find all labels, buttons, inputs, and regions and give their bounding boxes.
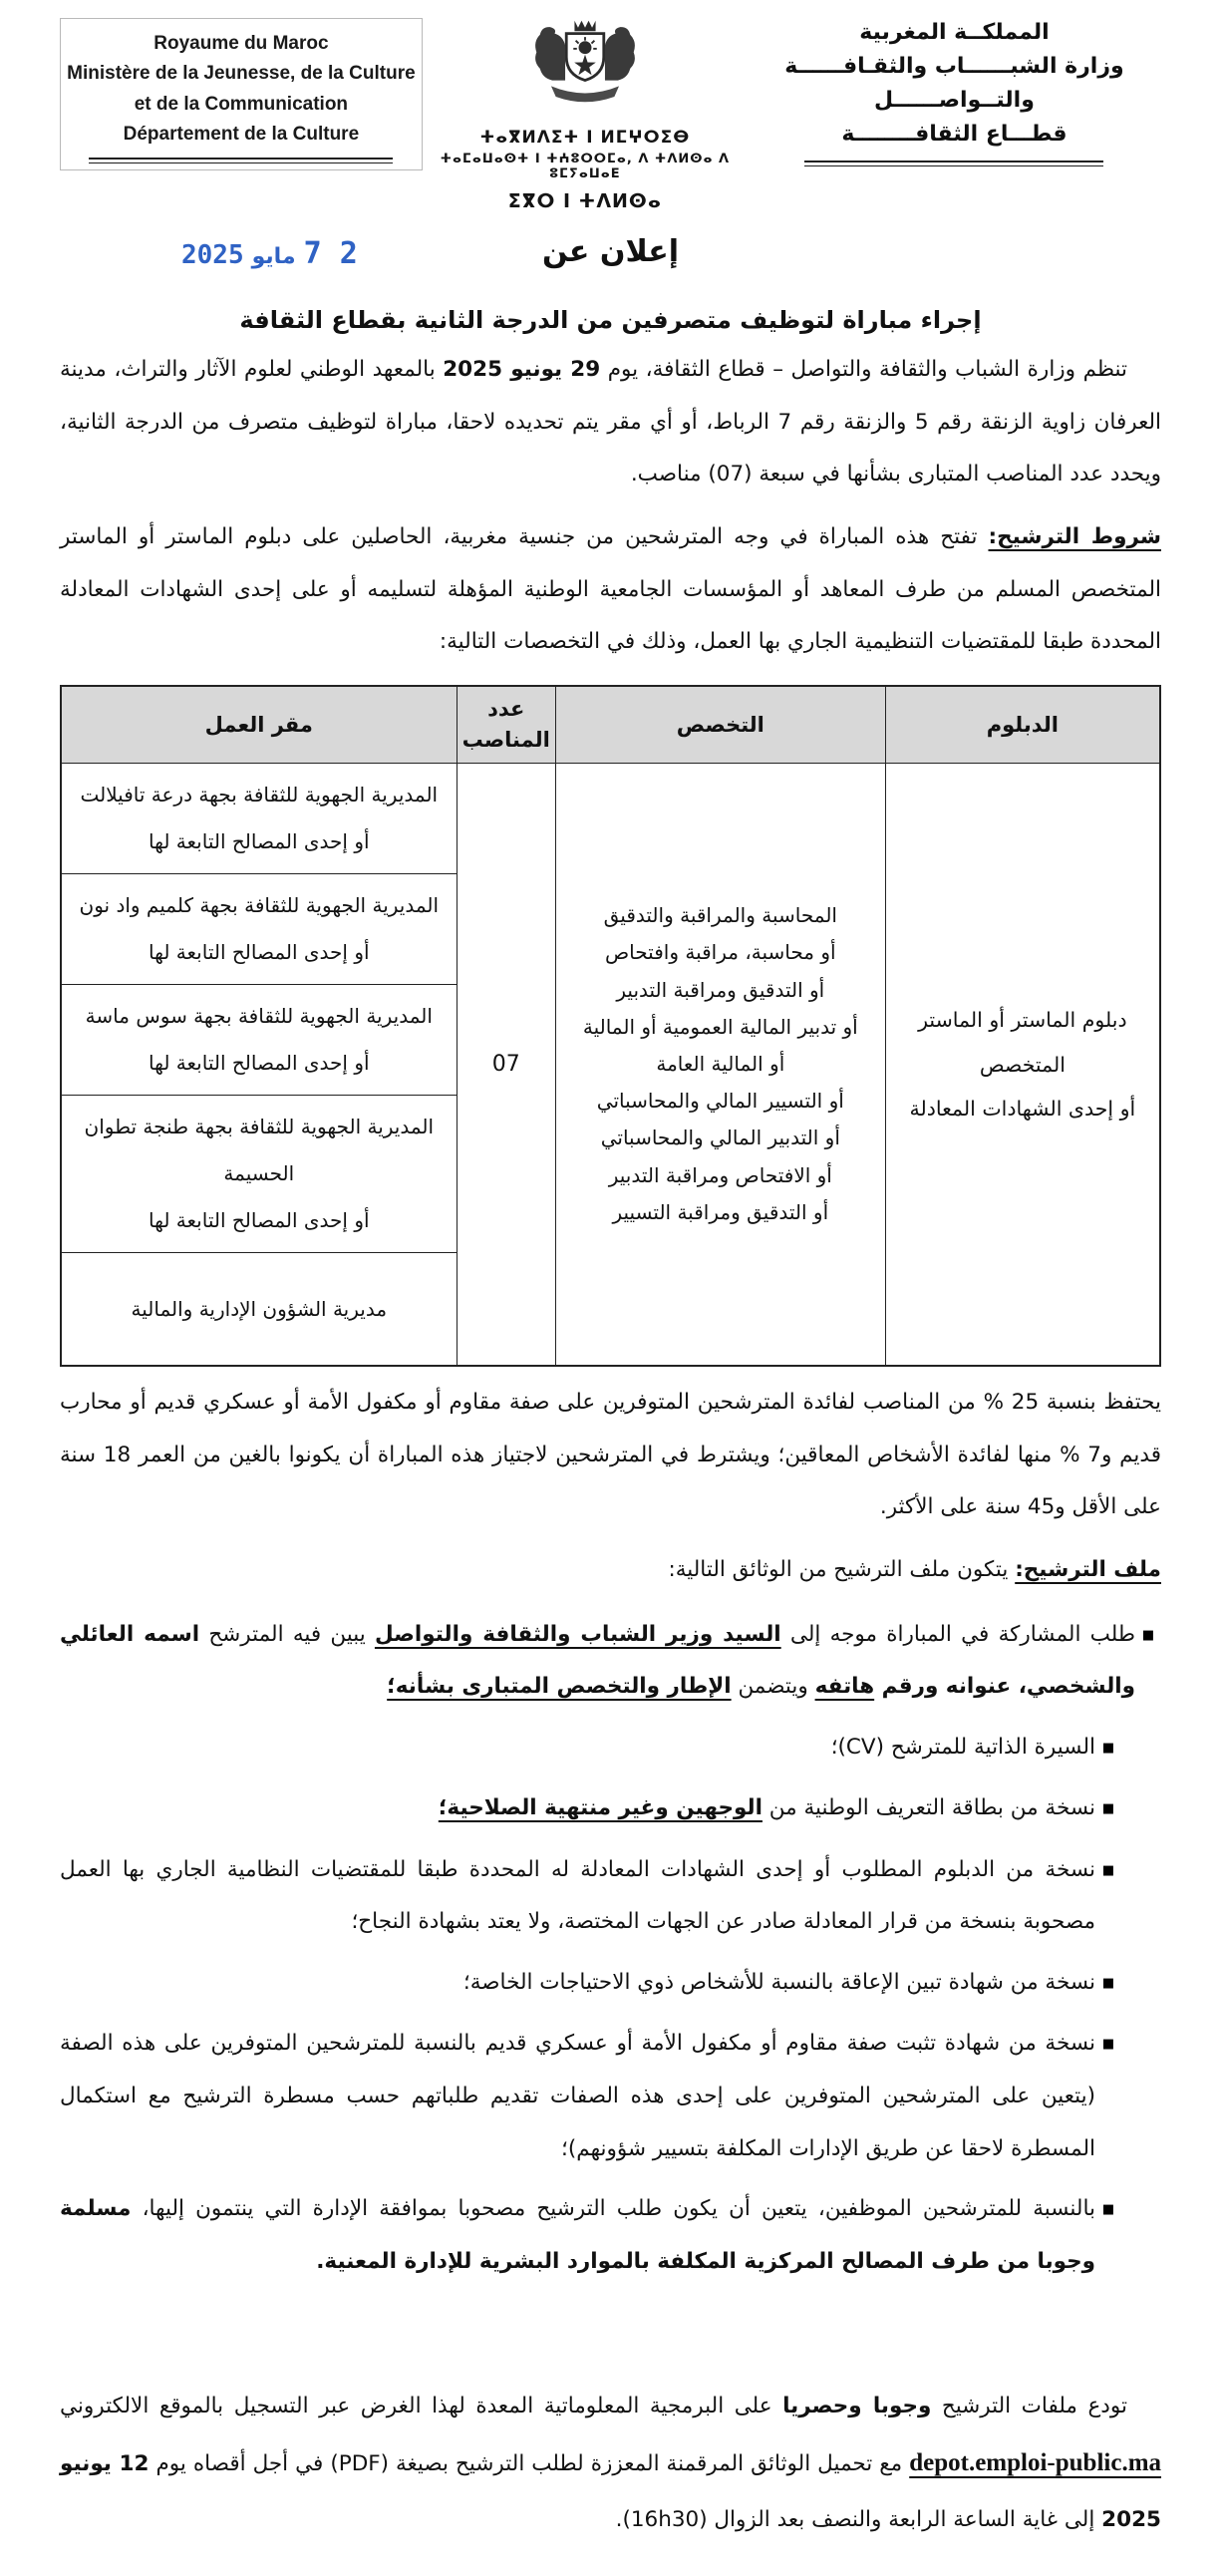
workplace-line: المديرية الجهوية للثقافة بجهة طنجة تطوان الحسيمة — [84, 1115, 435, 1186]
submission-paragraph: تودع ملفات الترشيح وجوبا وحصريا على البرمجية المعلوماتية المعدة لهذا الغرض عبر التسجيل بالموقع الالكتروني depot.emploi-public.ma مع تحميل الوثائق المرقمنة المعززة لطلب الترشيح بصيغة (PDF) في أجل أقصاه يوم 12 يونيو 2025 إلى غاية الساعة الرابعة والنصف بعد الزوال (16h30). — [60, 2393, 1162, 2532]
list-item — [60, 1722, 1161, 1774]
list-item-text: السيرة الذاتية للمترشح (CV)؛ — [830, 1735, 1095, 1761]
header-arabic-line: قطـــاع الثقافــــــــة — [841, 122, 1068, 148]
column-header-diploma: الدبلوم — [885, 686, 1160, 764]
workplace-line: أو إحدى المصالح التابعة لها — [149, 829, 370, 854]
list-item-text: نسخة من شهادة تثبت صفة مقاوم أو مكفول الأمة أو عسكري قديم بالنسبة للمترشحين المتوفرين على هذه الصفة (يتعين على المترشحين المتوفرين على إحدى هذه الصفات تقديم طلباتهم حسب مسطرة الترشيح مع استكمال المسطرة لاحقا عن طريق الإدارات المكلفة بتسيير شؤونهم)؛ — [60, 2031, 1095, 2161]
conditions-paragraph: شروط الترشيح: تفتح هذه المباراة في وجه المترشحين من جنسية مغربية، الحاصلين على دبلوم الماستر أو الماستر المتخصص المسلم من طرف المعاهد أو المؤسسات الجامعية الوطنية المؤهلة لتسليمه أو على إحدى الشهادات المعادلة المحددة طبقا للمقتضيات التنظيمية الجاري بها العمل، وذلك في التخصصات التالية: — [60, 524, 1161, 655]
page-title: إعلان عن — [541, 234, 680, 269]
specialization-line: أو التسيير المالي والمحاسباتي — [596, 1089, 844, 1114]
stamp-day: 2 7 — [303, 236, 358, 271]
bullet-icon: ■ — [1101, 2202, 1115, 2218]
specialization-line: أو التدقيق ومراقبة التسيير — [612, 1199, 829, 1224]
header-french-line: Royaume du Maroc — [153, 33, 329, 54]
column-header-positions-count: عدد المناصب — [457, 686, 555, 764]
workplace-line: مديرية الشؤون الإدارية والمالية — [131, 1296, 388, 1321]
intro-paragraph: تنظم وزارة الشباب والثقافة والتواصل – قطاع الثقافة، يوم 29 يونيو 2025 بالمعهد الوطني لعلوم الآثار والتراث، مدينة العرفان زاوية الزنقة رقم 5 والزنقة رقم 7 الرباط، أو أي مقر يتم تحديده لاحقا، مباراة لتوظيف متصرف من الدرجة الثانية، ويحدد عدد المناصب المتبارى بشأنها في سبعة (07) مناصب. — [60, 357, 1161, 487]
list-item-text: نسخة من بطاقة التعريف الوطنية من الوجهين وغير منتهية الصلاحية؛ — [438, 1795, 1095, 1821]
header-french-line: et de la Communication — [134, 93, 349, 115]
workplace-line: المديرية الجهوية للثقافة بجهة سوس ماسة — [85, 1004, 433, 1029]
header-divider — [804, 161, 1103, 166]
header-arabic-line: وزارة الشبــــــاب والثقـافــــــة — [784, 54, 1124, 80]
column-header-specialization: التخصص — [555, 686, 885, 764]
specialization-line: أو الافتحاص ومراقبة التدبير — [608, 1162, 832, 1187]
diploma-line: أو إحدى الشهادات المعادلة — [909, 1096, 1136, 1121]
page-subtitle: إجراء مباراة لتوظيف متصرفين من الدرجة الثانية بقطاع الثقافة — [239, 306, 982, 334]
required-documents-list — [60, 1609, 1161, 2289]
list-item-text: طلب المشاركة في المباراة موجه إلى السيد وزير الشباب والثقافة والتواصل يبين فيه المترشح اسمه العائلي والشخصي، عنوانه ورقم هاتفه ويتضمن الإطار والتخصص المتبارى بشأنه؛ — [60, 1621, 1136, 1700]
header-tifinagh-line: ⵉⴳⵔ ⵏ ⵜⴷⵍⵙⴰ — [507, 190, 662, 212]
date-stamp — [181, 236, 358, 271]
specialization-line: أو التدبير المالي والمحاسباتي — [600, 1126, 840, 1150]
specialization-line: المحاسبة والمراقبة والتدقيق — [603, 903, 837, 928]
list-item-text: نسخة من شهادة تبين الإعاقة بالنسبة للأشخاص ذوي الاحتياجات الخاصة؛ — [462, 1970, 1095, 1995]
coat-of-arms-icon — [526, 16, 644, 124]
bullet-icon: ■ — [1101, 1862, 1115, 1878]
positions-table — [60, 685, 1161, 1367]
header-divider — [89, 158, 393, 163]
workplace-cell — [61, 1096, 457, 1253]
workplace-line: أو إحدى المصالح التابعة لها — [149, 940, 370, 965]
header-emblem-block — [423, 16, 748, 212]
specialization-line: أو التدقيق ومراقبة التدبير — [616, 977, 825, 1002]
header-arabic-block — [748, 16, 1161, 168]
bullet-icon: ■ — [1141, 1627, 1155, 1643]
title-row — [60, 234, 1161, 292]
table-row — [61, 764, 1160, 874]
workplace-cell — [61, 874, 457, 985]
document-header — [60, 14, 1161, 212]
specialization-line: أو تدبير المالية العمومية أو المالية — [582, 1014, 858, 1039]
quota-paragraph: يحتفظ بنسبة 25 % من المناصب لفائدة المترشحين المتوفرين على صفة مقاوم أو مكفول الأمة أو عسكري قديم أو محارب قديم و7 % منها لفائدة الأشخاص المعاقين؛ ويشترط في المترشحين لاجتياز هذه المباراة أن يكونوا بالغين من العمر 18 سنة على الأقل و45 سنة على الأكثر. — [60, 1390, 1161, 1520]
list-item-text: نسخة من الدبلوم المطلوب أو إحدى الشهادات المعادلة له المحددة طبقا للمقتضيات النظامية الجاري بها العمل مصحوبة بنسخة من قرار المعادلة صادر عن الجهات المختصة، ولا يعتد بشهادة النجاح؛ — [60, 1856, 1095, 1935]
list-item — [60, 1609, 1161, 1714]
specialization-line: أو محاسبة، مراقبة وافتحاص — [605, 940, 836, 965]
list-item — [60, 2183, 1161, 2288]
header-arabic-line: والتــواصــــــل — [874, 88, 1035, 114]
header-french-block — [60, 18, 423, 170]
workplace-cell — [61, 985, 457, 1096]
header-french-line: Ministère de la Jeunesse, de la Culture — [67, 63, 416, 85]
bullet-icon: ■ — [1101, 1801, 1115, 1817]
header-tifinagh-line: ⵜⴰⴳⵍⴷⵉⵜ ⵏ ⵍⵎⵖⵔⵉⴱ — [479, 128, 691, 148]
list-item — [60, 2018, 1161, 2175]
stamp-year: 2025 — [181, 240, 244, 270]
header-tifinagh-line: ⵜⴰⵎⴰⵡⴰⵙⵜ ⵏ ⵜⵄⵓⵔⵔⵎⴰ, ⴷ ⵜⴷⵍⵙⴰ ⴷ ⵓⵎⵢⴰⵡⴰⴹ — [440, 152, 731, 181]
header-french-line: Département de la Culture — [123, 124, 360, 146]
stamp-month: مايو — [251, 244, 296, 269]
bullet-icon: ■ — [1101, 1741, 1115, 1757]
list-item — [60, 1782, 1161, 1835]
diploma-cell — [885, 764, 1160, 1367]
workplace-cell — [61, 764, 457, 874]
header-arabic-line: المملكــة المغربية — [859, 20, 1050, 45]
diploma-line: المتخصص — [979, 1052, 1066, 1077]
specialization-line: أو المالية العامة — [656, 1051, 785, 1076]
workplace-line: المديرية الجهوية للثقافة بجهة كلميم واد نون — [79, 893, 440, 918]
positions-count-cell: 07 — [457, 764, 555, 1367]
workplace-line: المديرية الجهوية للثقافة بجهة درعة تافيلالت — [80, 783, 439, 807]
list-item-text: بالنسبة للمترشحين الموظفين، يتعين أن يكون طلب الترشيح مصحوبا بموافقة الإدارة التي ينتمون إليها، مسلمة وجوبا من طرف المصالح المركزية المكلفة بالموارد البشرية للإدارة المعنية. — [60, 2196, 1095, 2274]
specialization-cell — [555, 764, 885, 1367]
diploma-line: دبلوم الماستر أو الماستر — [918, 1008, 1127, 1033]
column-header-workplace: مقر العمل — [61, 686, 457, 764]
workplace-line: أو إحدى المصالح التابعة لها — [149, 1208, 370, 1233]
workplace-cell — [61, 1253, 457, 1367]
list-item — [60, 1957, 1161, 2010]
list-item — [60, 1844, 1161, 1949]
bullet-icon: ■ — [1101, 2037, 1115, 2053]
bullet-icon: ■ — [1101, 1976, 1115, 1991]
application-file-heading: ملف الترشيح: يتكون ملف الترشيح من الوثائق التالية: — [668, 1557, 1161, 1583]
workplace-line: أو إحدى المصالح التابعة لها — [149, 1051, 370, 1076]
